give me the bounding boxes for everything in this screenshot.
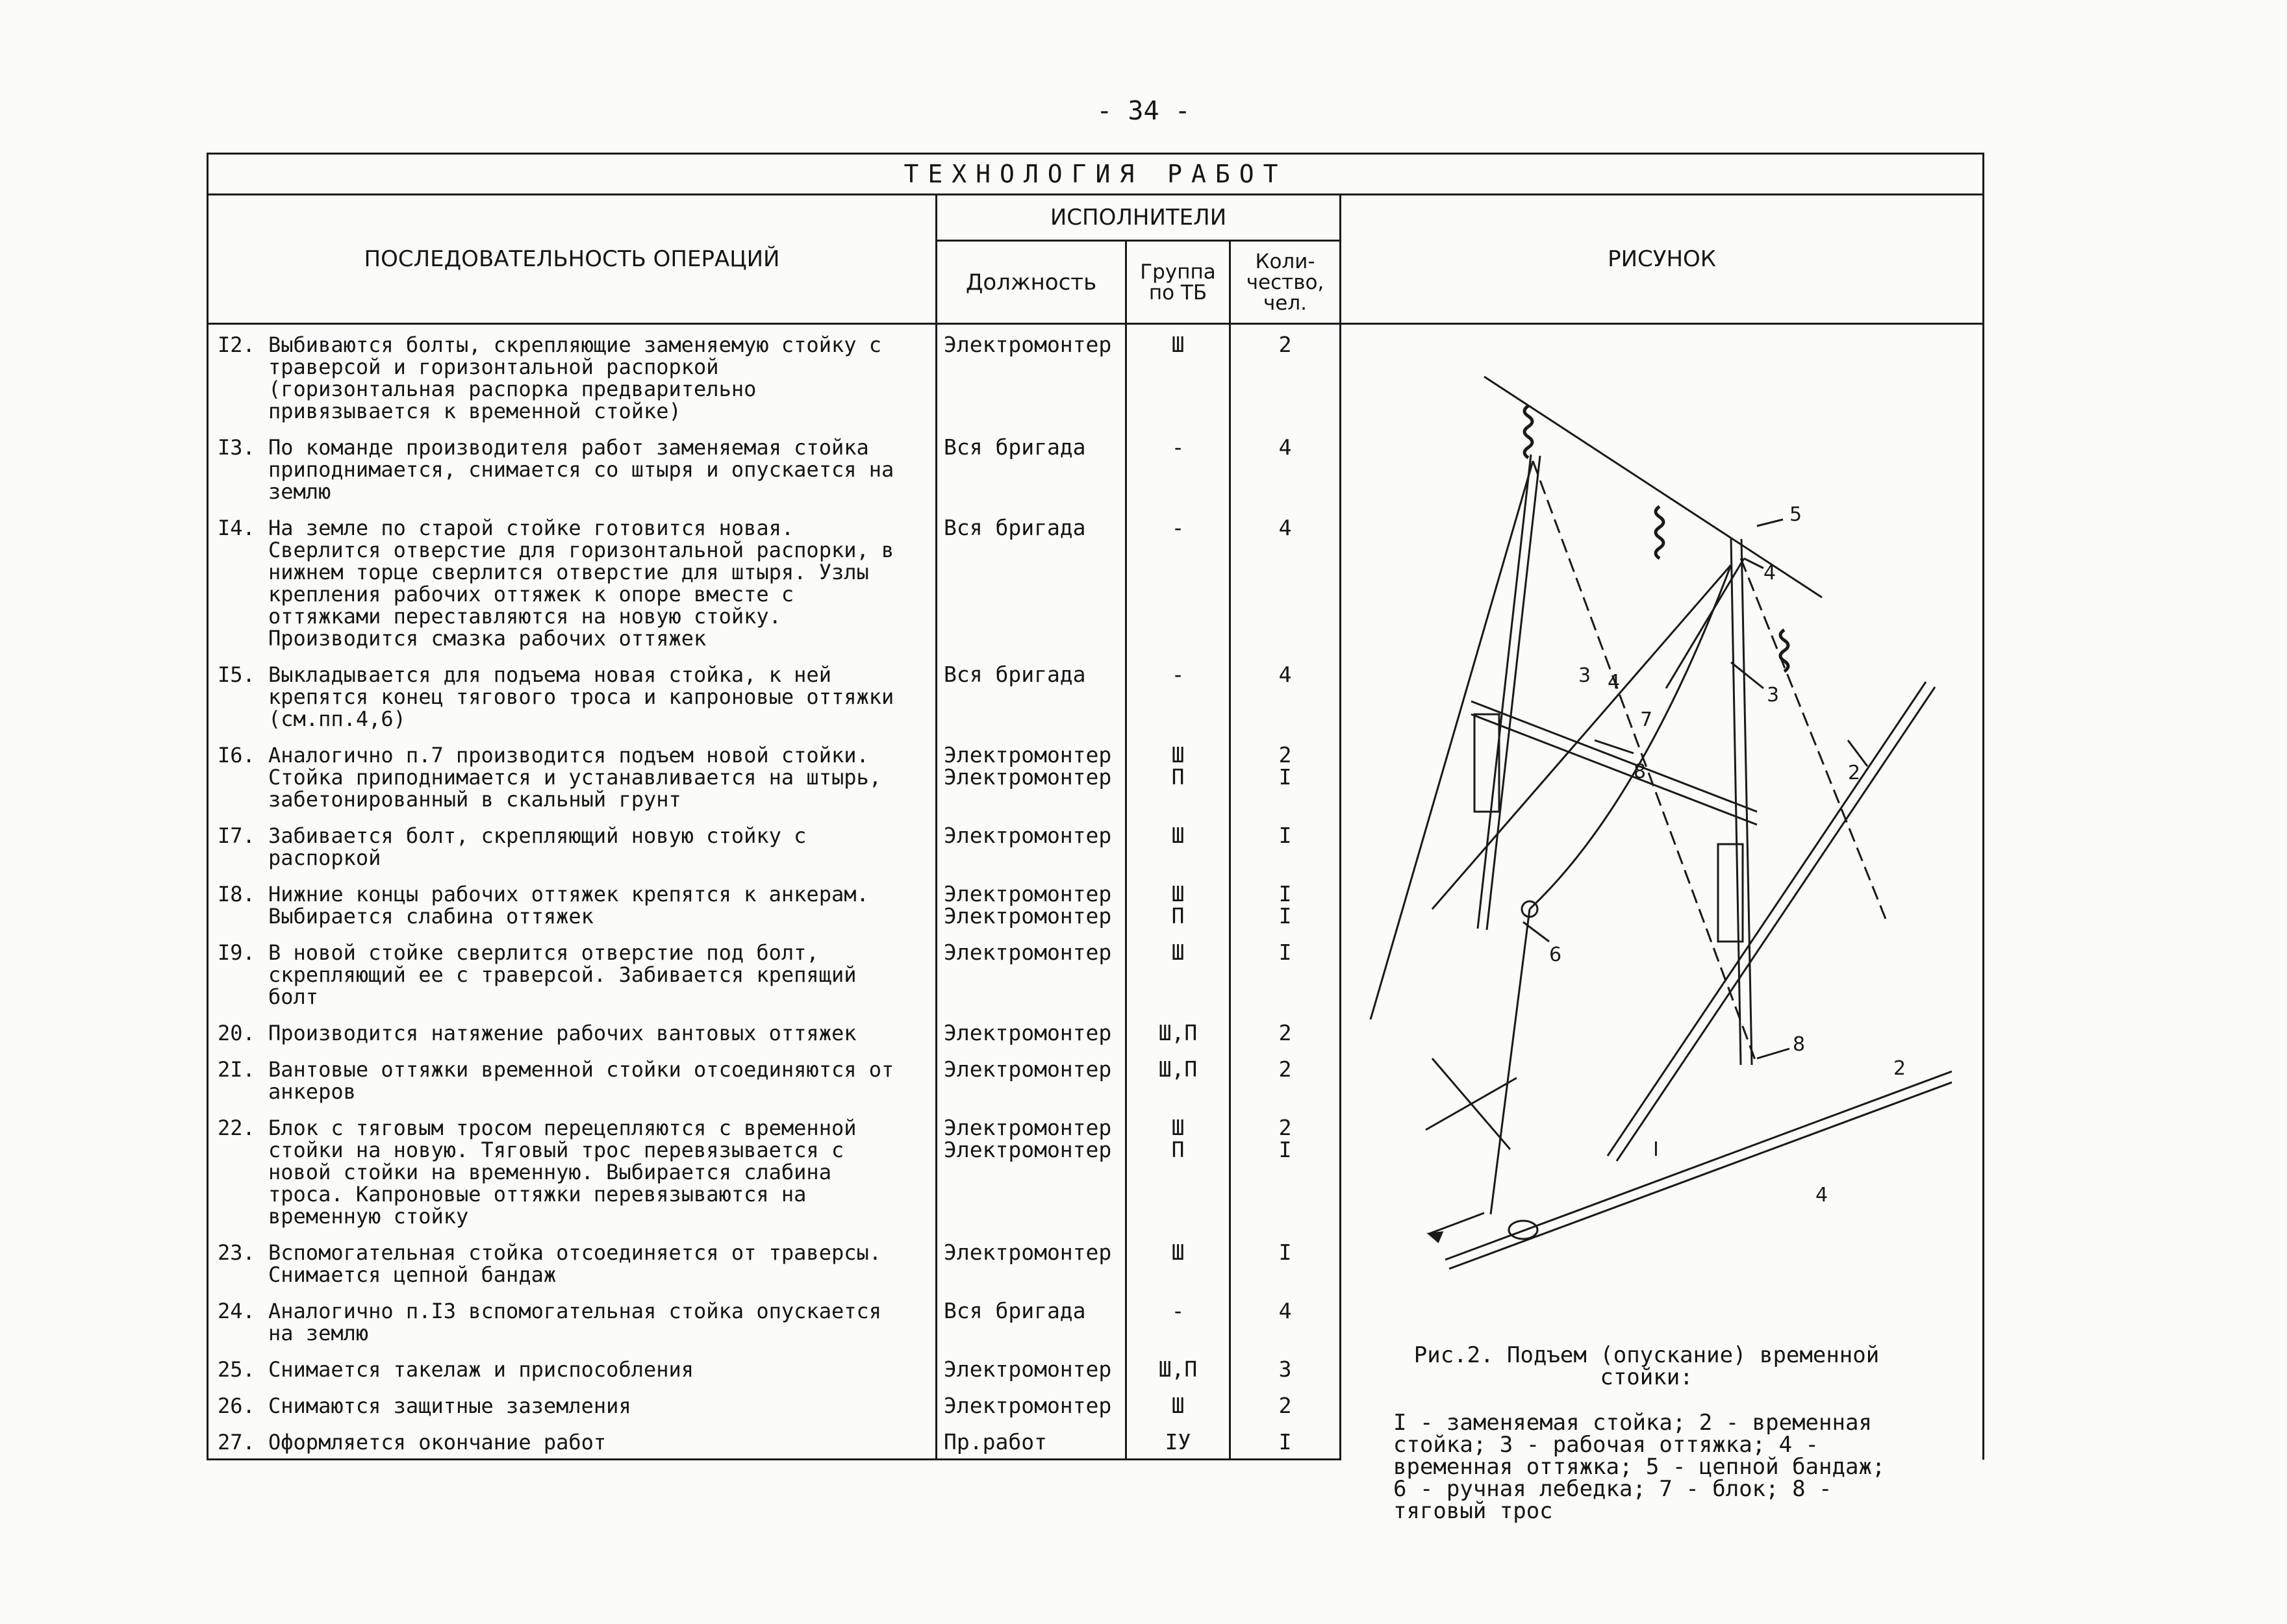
row-text: Блок с тяговым тросом перецепляются с временной стойки на новую. Тяговый трос перевязывается с новой стойки на временную. Выбирается слабина троса. Капроновые оттяжки перевязываются на временную стойку <box>268 1116 869 1229</box>
new-pole-line <box>1608 682 1926 1156</box>
table-title: ТЕХНОЛОГИЯ РАБОТ <box>208 154 1984 195</box>
row-position: Вся бригада <box>937 655 1126 735</box>
header-position: Должность <box>937 241 1126 324</box>
row-count: I <box>1230 1422 1341 1460</box>
caption-title: Рис.2. Подъем (опускание) временной стойки: <box>1413 1342 1880 1390</box>
row-number: I4. <box>218 516 255 540</box>
row-text: Выкладывается для подъема новая стойка, к ней крепятся конец тягового троса и капроновые оттяжки (см.пп.4,6) <box>268 662 907 731</box>
row-count: I <box>1230 932 1341 1013</box>
row-count: 2 I <box>1230 735 1341 816</box>
row-number: 23. <box>218 1240 255 1265</box>
row-number: 24. <box>218 1299 255 1323</box>
row-text: Забивается болт, скрепляющий новую стойку с распоркой <box>268 823 819 870</box>
row-number: I3. <box>218 435 255 460</box>
row-count: 4 <box>1230 427 1341 508</box>
row-position: Электромонтер <box>937 1049 1126 1108</box>
row-count: 3 <box>1230 1349 1341 1386</box>
row-position: Электромонтер <box>937 932 1126 1013</box>
pulling-rope-line <box>1530 565 1731 909</box>
row-group: - <box>1126 508 1230 655</box>
figure-drawing <box>1367 351 1952 1325</box>
row-group: Ш,П <box>1126 1013 1230 1049</box>
figure-label: 4 <box>1815 1184 1828 1206</box>
row-count: 4 <box>1230 508 1341 655</box>
row-position: Электромонтер <box>937 816 1126 874</box>
row-group: Ш,П <box>1126 1049 1230 1108</box>
row-position: Электромонтер <box>937 324 1126 428</box>
row-number: 22. <box>218 1116 255 1140</box>
row-number: I9. <box>218 940 255 965</box>
row-text: Производится натяжение рабочих вантовых оттяжек <box>268 1021 857 1045</box>
work-technology-table <box>207 153 1984 1524</box>
row-position: Вся бригада <box>937 1291 1126 1349</box>
figure-label: I <box>1653 1138 1659 1161</box>
figure-label: 7 <box>1640 708 1653 731</box>
replaced-pole-line <box>1478 455 1531 929</box>
row-group: Ш П <box>1126 874 1230 932</box>
row-position: Пр.работ <box>937 1422 1126 1460</box>
row-number: I5. <box>218 662 255 687</box>
row-count: 2 I <box>1230 1108 1341 1232</box>
row-group: Ш <box>1126 324 1230 428</box>
row-count: 2 <box>1230 324 1341 428</box>
row-position: Вся бригада <box>937 508 1126 655</box>
row-text: Снимаются защитные заземления <box>268 1393 631 1418</box>
row-group: - <box>1126 427 1230 508</box>
row-text: Вантовые оттяжки временной стойки отсоединяются от анкеров <box>268 1057 907 1104</box>
row-text: В новой стойке сверлится отверстие под болт, скрепляющий ее с траверсой. Забивается крепящий болт <box>268 940 869 1009</box>
figure-label: 4 <box>1608 671 1621 693</box>
row-number: I7. <box>218 823 255 848</box>
row-group: - <box>1126 1291 1230 1349</box>
figure-label: 8 <box>1793 1033 1806 1056</box>
arrow-icon <box>1429 1232 1442 1242</box>
figure-label: 4 <box>1763 562 1776 584</box>
row-text: Аналогично п.7 производится подъем новой стойки. Стойка приподнимается и устанавливается на штырь, забетонированный в скальный грунт <box>268 743 894 812</box>
row-count: 4 <box>1230 655 1341 735</box>
row-number: I8. <box>218 882 255 906</box>
row-text: Выбиваются болты, скрепляющие заменяемую стойку с траверсой и горизонтальной распоркой (горизонтальная распорка предварительно привязывается к временной стойке) <box>268 332 894 423</box>
row-text: По команде производителя работ заменяемая стойка приподнимается, снимается со штыря и опускается на землю <box>268 435 907 504</box>
header-sequence: ПОСЛЕДОВАТЕЛЬНОСТЬ ОПЕРАЦИЙ <box>208 195 937 324</box>
row-number: 25. <box>218 1357 255 1382</box>
row-count: I <box>1230 1232 1341 1291</box>
row-position: Электромонтер Электромонтер <box>937 735 1126 816</box>
row-number: I6. <box>218 743 255 768</box>
figure-label: 5 <box>1789 503 1802 526</box>
row-group: Ш <box>1126 932 1230 1013</box>
figure-label: 6 <box>1549 943 1562 966</box>
figure-label: 3 <box>1578 664 1591 687</box>
row-position: Электромонтер <box>937 1013 1126 1049</box>
row-count: 4 <box>1230 1291 1341 1349</box>
page-number: - 34 - <box>1096 96 1191 126</box>
row-position: Электромонтер <box>937 1349 1126 1386</box>
row-number: 20. <box>218 1021 255 1045</box>
row-text: Аналогично п.I3 вспомогательная стойка опускается на землю <box>268 1299 894 1345</box>
row-position: Электромонтер <box>937 1232 1126 1291</box>
insulator-icon <box>1656 506 1663 558</box>
insulator-icon <box>1524 406 1532 458</box>
figure-label: 3 <box>1767 684 1780 706</box>
row-position: Вся бригада <box>937 427 1126 508</box>
row-group: Ш П <box>1126 735 1230 816</box>
caption-legend: I - заменяемая стойка; 2 - временная стойка; 3 - рабочая оттяжка; 4 - временная оттяжка; 5 - цепной бандаж; 6 - ручная лебедка; 7 - блок; 8 - тяговый трос <box>1393 1410 1886 1524</box>
row-group: Ш <box>1126 1386 1230 1422</box>
row-number: 2I. <box>218 1057 255 1082</box>
figure-label: 8 <box>1634 760 1647 783</box>
figure-caption <box>1393 1344 1900 1522</box>
row-position: Электромонтер <box>937 1386 1126 1422</box>
ground-pole-line <box>1445 1071 1952 1260</box>
row-number: 27. <box>218 1430 255 1455</box>
row-group: Ш <box>1126 816 1230 874</box>
row-position: Электромонтер Электромонтер <box>937 874 1126 932</box>
header-count: Коли-чество, чел. <box>1230 241 1341 324</box>
row-group: Ш <box>1126 1232 1230 1291</box>
row-count: I I <box>1230 874 1341 932</box>
row-number: 26. <box>218 1393 255 1418</box>
row-text: Оформляется окончание работ <box>268 1430 607 1455</box>
row-count: I <box>1230 816 1341 874</box>
row-text: Вспомогательная стойка отсоединяется от траверсы. Снимается цепной бандаж <box>268 1240 894 1287</box>
row-number: I2. <box>218 332 255 357</box>
row-count: 2 <box>1230 1386 1341 1422</box>
row-position: Электромонтер Электромонтер <box>937 1108 1126 1232</box>
brace-line <box>1471 701 1757 812</box>
row-text: Снимается такелаж и приспособления <box>268 1357 694 1382</box>
header-performers: ИСПОЛНИТЕЛИ <box>937 195 1341 241</box>
table-row <box>208 324 1984 428</box>
figure-label: 2 <box>1848 762 1861 784</box>
row-group: IУ <box>1126 1422 1230 1460</box>
row-group: - <box>1126 655 1230 735</box>
figure-label: 2 <box>1893 1057 1906 1080</box>
header-group: Группа по ТБ <box>1126 241 1230 324</box>
figure-cell <box>1341 324 1984 1524</box>
header-figure: РИСУНОК <box>1341 195 1984 324</box>
row-group: Ш,П <box>1126 1349 1230 1386</box>
row-text: На земле по старой стойке готовится новая. Сверлится отверстие для горизонтальной распорки, в нижнем торце сверлится отверстие для штыря. Узлы крепления рабочих оттяжек к опоре вместе с оттяжками переставляются на новую стойку. Производится смазка рабочих оттяжек <box>268 516 907 651</box>
row-count: 2 <box>1230 1013 1341 1049</box>
row-count: 2 <box>1230 1049 1341 1108</box>
row-text: Нижние концы рабочих оттяжек крепятся к анкерам. Выбирается слабина оттяжек <box>268 882 882 929</box>
row-group: Ш П <box>1126 1108 1230 1232</box>
